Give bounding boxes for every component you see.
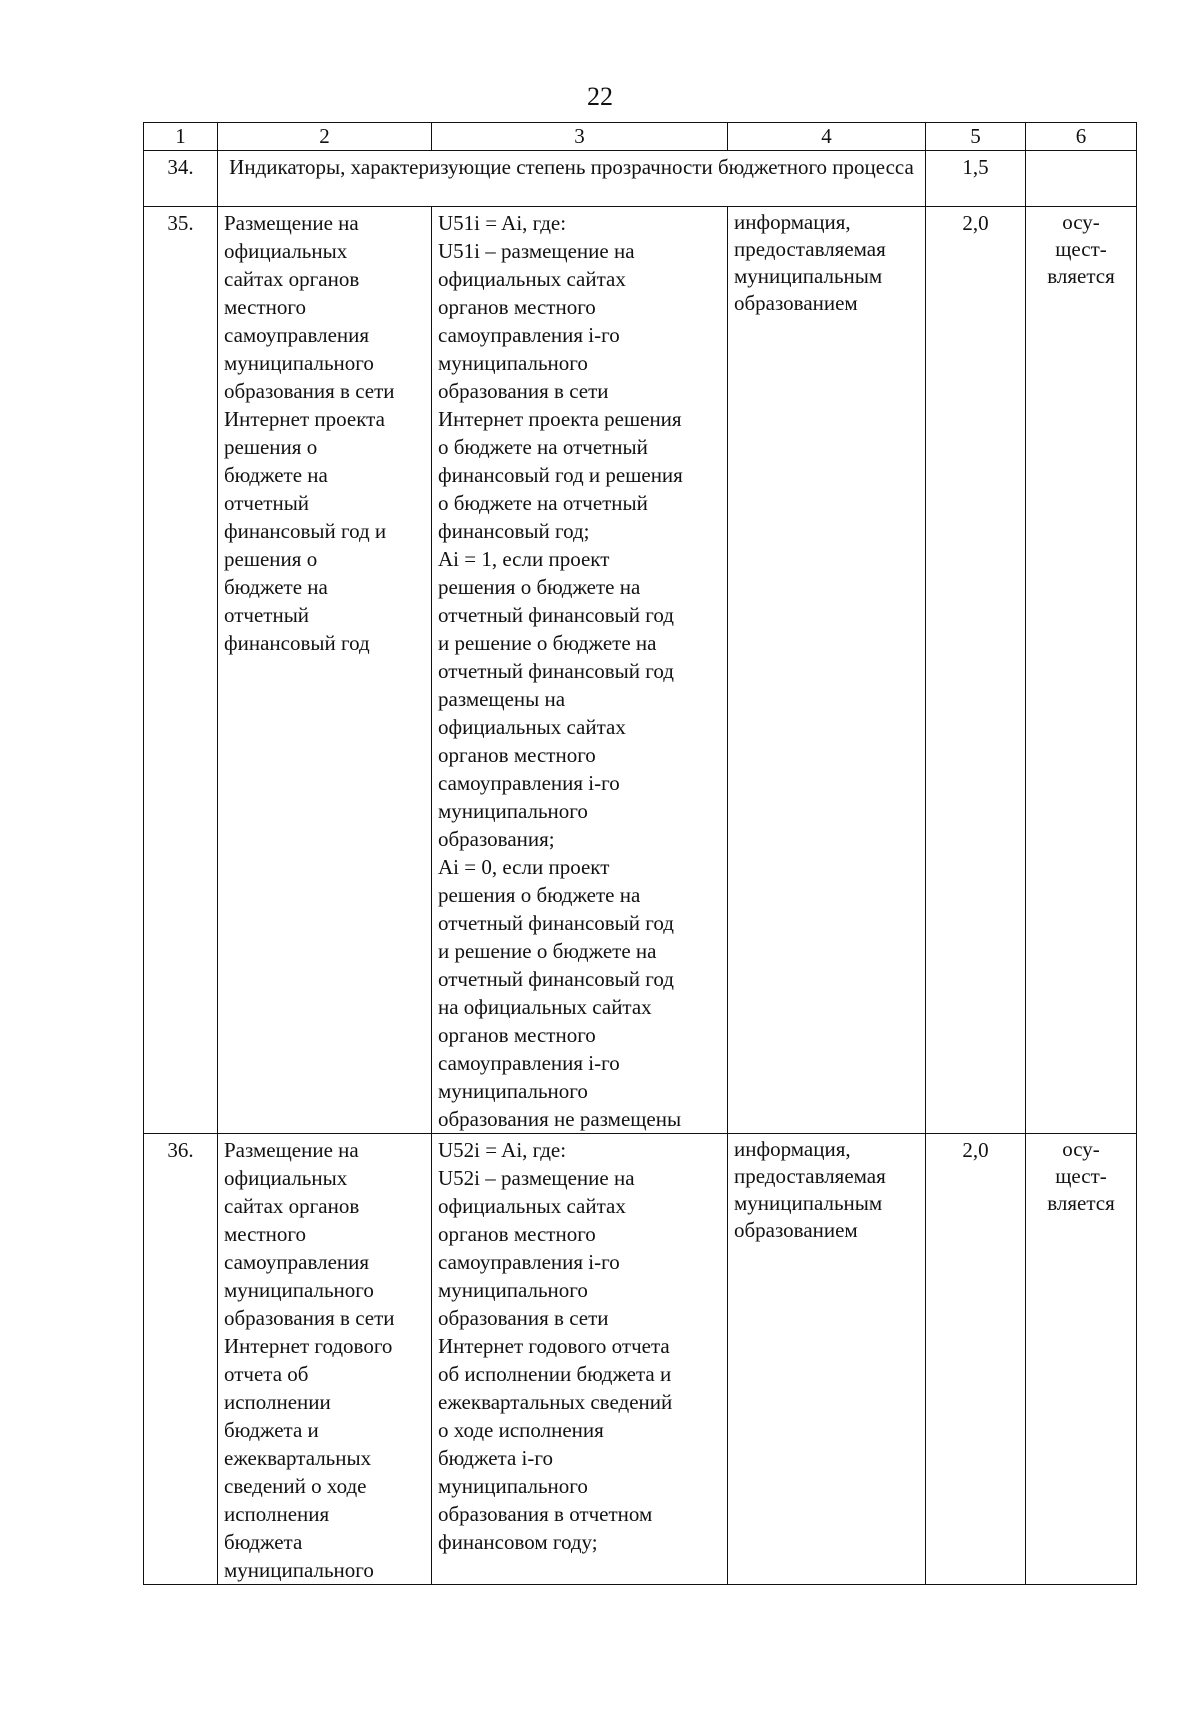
- column-header-6: 6: [1026, 123, 1137, 151]
- indicator-weight: 2,0: [926, 207, 1026, 1134]
- indicator-status: осу- щест- вляется: [1026, 1134, 1137, 1585]
- group-row: [144, 151, 1137, 207]
- column-header-3: 3: [432, 123, 728, 151]
- table-row: [144, 207, 1137, 1134]
- group-row-weight: 1,5: [926, 151, 1026, 207]
- column-number-row: [144, 123, 1137, 151]
- column-header-2: 2: [218, 123, 432, 151]
- data-source: информация, предоставляемая муниципальным образованием: [728, 207, 926, 1134]
- row-number: 35.: [144, 207, 218, 1134]
- column-header-1: 1: [144, 123, 218, 151]
- indicator-formula: U51i = Ai, где: U51i – размещение на официальных сайтах органов местного самоуправления i-го муниципального образования в сети Интернет проекта решения о бюджете на отчетный финансовый год и решения о бюджете на отчетный финансовый год; Ai = 1, если проект решения о бюджете на отчетный финансовый год и решение о бюджете на отчетный финансовый год размещены на официальных сайтах органов местного самоуправления i-го муниципального образования; Ai = 0, если проект решения о бюджете на отчетный финансовый год и решение о бюджете на отчетный финансовый год на официальных сайтах органов местного самоуправления i-го муниципального образования не размещены: [432, 207, 728, 1134]
- data-source: информация, предоставляемая муниципальным образованием: [728, 1134, 926, 1585]
- indicators-table: [143, 122, 1137, 1585]
- column-header-4: 4: [728, 123, 926, 151]
- table-row: [144, 1134, 1137, 1585]
- indicator-name: Размещение на официальных сайтах органов местного самоуправления муниципального образования в сети Интернет годового отчета об исполнении бюджета и ежеквартальных сведений о ходе исполнения бюджета муниципального: [218, 1134, 432, 1585]
- group-row-number: 34.: [144, 151, 218, 207]
- group-row-status: [1026, 151, 1137, 207]
- indicator-status: осу- щест- вляется: [1026, 207, 1137, 1134]
- page-number: 22: [587, 82, 613, 111]
- row-number: 36.: [144, 1134, 218, 1585]
- indicator-name: Размещение на официальных сайтах органов местного самоуправления муниципального образования в сети Интернет проекта решения о бюджете на отчетный финансовый год и решения о бюджете на отчетный финансовый год: [218, 207, 432, 1134]
- indicator-weight: 2,0: [926, 1134, 1026, 1585]
- group-row-title: Индикаторы, характеризующие степень прозрачности бюджетного процесса: [218, 151, 926, 207]
- indicator-formula: U52i = Ai, где: U52i – размещение на официальных сайтах органов местного самоуправления i-го муниципального образования в сети Интернет годового отчета об исполнении бюджета и ежеквартальных сведений о ходе исполнения бюджета i-го муниципального образования в отчетном финансовом году;: [432, 1134, 728, 1585]
- column-header-5: 5: [926, 123, 1026, 151]
